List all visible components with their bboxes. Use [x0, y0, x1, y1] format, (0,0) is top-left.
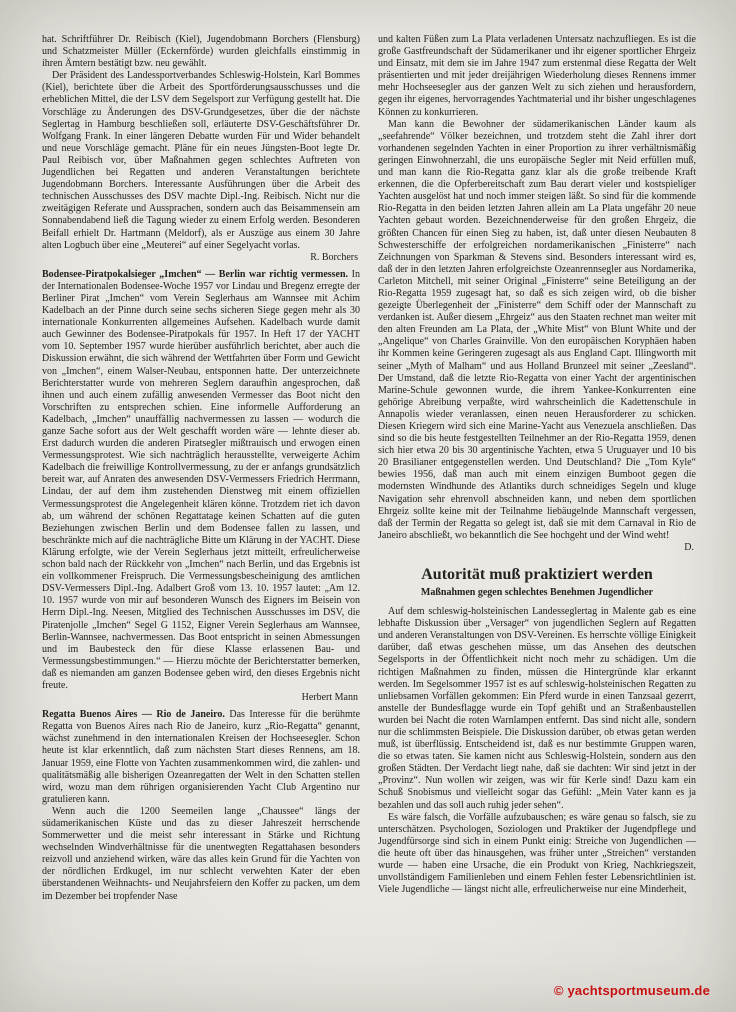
section-heading: Autorität muß praktiziert werden	[421, 566, 653, 584]
author-signature: R. Borchers	[310, 251, 358, 263]
paragraph-chaussee	[42, 806, 360, 903]
paragraph-text: hat. Schriftführer Dr. Reibisch (Kiel), Jugendobmann Borchers (Flensburg) und Schatzmeister Müller (Eckernförde) wurden gleichfalls einstimmig in ihren Ämtern bestätigt bzw. neu gewählt.	[42, 34, 360, 70]
paragraph-text: Es wäre falsch, die Vorfälle aufzubauschen; es wäre genau so falsch, sie zu unterschätzen. Psychologen, Soziologen und Praktiker der Jugendpflege und Jugendfürsorge sind sich in einem Punkt einig: Streiche von Jugendlichen — die heute oft über das hinausgehen, was früher unter „Streichen“ verstanden wurde — haben eine Ursache, die ein Produkt von Krieg, Nachkriegszeit, unvollständigem Familienleben und einem Fehlen fester Lebensrichtlinien ist. Viele Jugendliche — längst nicht alle, erfreulicherweise nur eine Minderheit,	[378, 811, 696, 896]
paragraph-landesseglertag	[378, 606, 696, 812]
article-runin-heading: Regatta Buenos Aires — Rio de Janeiro.	[42, 709, 225, 721]
author-signature: D.	[684, 541, 694, 553]
section-subheading: Maßnahmen gegen schlechtes Benehmen Jugendlicher	[420, 587, 654, 599]
paragraph-rio-teilnehmer	[378, 119, 696, 542]
paragraph-text: und kalten Füßen zum La Plata verladenen Untersatz nachzufliegen. Es ist die große Gastfreundschaft der Südamerikaner und ihr eigener sportlicher Ehrgeiz und Einsatz, mit dem sie im Jahre 1947 zum erstenmal diese Regatta der Welt präsentierten und mit jeder dreijährigen Wiederholung dieses Rennens immer mehr Hochseesegler aus der ganzen Welt zu sich ziehen und herausfordern, gegen ihr eigenes, hervorragendes Yachtmaterial und ihr bisher ungeschlagenes Können zu konkurrieren.	[378, 34, 696, 118]
watermark-copyright: © yachtsportmuseum.de	[553, 983, 710, 998]
paragraph-text: Man kann die Bewohner der südamerikanischen Länder kaum als „seefahrende“ Völker bezeichnen, und trotzdem steht die Zahl ihrer dort vorhandenen segelnden Yachten in einer Proportion zu ihrer verhältnismäßig geringen Einwohnerzahl, die uns europäische Segler mit Neid erfüllen muß, und man kann die Rio-Regatta ganz klar als die große treibende Kraft erkennen, die die Opferbereitschaft zum Bau derart vieler und kostspieliger Yachten ausgelöst hat und noch immer steigen läßt. So sind für die kommende Rio-Regatta in den beiden letzten Jahren allein am La Plata ungefähr 20 neue Yachten gebaut worden. Bezeichnenderweise für den großen Ehrgeiz, die größten Chancen für einen Sieg zu haben, ist, daß unter diesen Neubauten 8 Schwesterschiffe der erfolgreichen nordamerikanischen „Finisterre“ nach Zeichnungen von Sparkman & Stevens sind. Besonders interessant wird es, daß der in den letzten Jahren erfolgreichste Ozeanrennsegler aus Nordamerika, Carleton Mitchell, mit seiner Original „Finisterre“ seine Beteiligung an der Rio-Regatta 1959 zugesagt hat, so daß es sich zeigen wird, ob die bisher gezeigte Überlegenheit der „Finisterre“ dem Schiff oder der Mannschaft zu verdanken ist. Außer diesem „Ehrgeiz“ aus den Staaten rechnet man weiter mit den alten Freunden am La Plata, der „White Mist“ von Blunt White und der „Angelique“ von Charles Grainville. Von den europäischen Koryphäen haben ihr Kommen keine Geringeren zugesagt als aus England Capt. Illingworth mit seiner „Myth of Malham“ und aus Holland Brunzeel mit seiner „Zeesland“. Der Umstand, daß die letzte Rio-Regatta von einer Yacht der argentinischen Marine-Schule gewonnen wurde, die ihrem Yankee-Konkurrenten eine gehörige Abreibung verpaßte, wird wahrscheinlich die Kadettenschule in Annapolis wieder veranlassen, einen neuen Herausforderer zu schicken. Diesen Kriegern wird sich eine Marine-Yacht aus Venezuela anschließen. Das sind so die bis heute festgestellten Teilnehmer an der Rio-Regatta 1959, denen sich hier etwa 20 bis 30 argentinische Yachten, etwa 5 Uruguayer und 10 bis 20 Brasilianer entgegenstellen werden. Und Deutschland? Die „Tom Kyle“ bewies 1956, daß man auch mit einem einzigen Bumboot gegen die modernsten Windhunde des Atlantiks durch schneidiges Segeln und kluge Navigation sehr ehrenvoll abschneiden kann, und neben dem sportlichen Ehrgeiz sollte keine mit der Teilnahme liebäugelnde Mannschaft vergessen, daß der Termin der Regatta so gelegt ist, daß sie mit dem Carnaval in Rio de Janeiro abschließt, wo bekanntlich die See hochgeht und der Wind weht!	[378, 118, 696, 541]
paragraph-continuation	[42, 34, 360, 70]
paragraph-text: Auf dem schleswig-holsteinischen Landesseglertag in Malente gab es eine lebhafte Diskussion über „Versager“ von jugendlichen Seglern auf Regatten und anderen Veranstaltungen von DSV-Vereinen. Es herrschte völlige Einigkeit darüber, daß etwas geschehen müsse, um das Ansehen des deutschen Segelsports in der Öffentlichkeit nicht noch mehr zu schädigen. Um die richtigen Maßnahmen zu finden, müssen die Hintergründe klar erkannt werden. Im Segelsommer 1957 ist es auf schleswig-holsteinischen Regatten zu unliebsamen Vorfällen gekommen: Ein Pferd wurde in einen Tanzsaal gezerrt, anstelle der Bundesflagge wurde ein Topf gehißt und an Straßenbaustellen wurden bei Nacht die roten Warnlampen entfernt. Das sind nicht alle, sondern nur die schlimmsten Beispiele. Die Diskussion darüber, ob etwas getan werden muß, ist überflüssig. Entscheidend ist, daß es nur bestimmte Gruppen waren, die so etwas taten. Sie kamen nicht aus Schleswig-Holstein, sondern aus den großen Städten. Der Verdacht liegt nahe, daß sie dachten: Wir sind jetzt in der „Provinz“. Nun wollen wir zeigen, was wir für Kerle sind! Dazu kam ein Schuß Snobismus und vielleicht sogar das Gefühl: „Mein Vater kann es ja bezahlen und das soll auch ruhig jeder sehen“.	[378, 606, 696, 811]
two-column-layout	[42, 34, 696, 976]
article-bodensee-pirat	[42, 269, 360, 692]
left-column	[42, 34, 360, 976]
right-column	[378, 34, 696, 976]
paragraph-text: Wenn auch die 1200 Seemeilen lange „Chaussee“ längs der südamerikanischen Küste und das zu dieser Jahreszeit herrschende Sommerwetter und die meist sehr interessant in Stärke und Richtung wechselnden Windverhältnisse für die unentwegten Regattahasen besonders reizvoll und anziehend wirken, wäre das alles kein Grund für die Yachten von der nördlichen Erdkugel, im nur schlecht verwehten Kater der eben überstandenen Weihnachts- und Neujahrsfeiern den Koffer zu packen, um dem im Dezember bei tropfender Nase	[42, 805, 360, 902]
author-signature: Herbert Mann	[301, 692, 358, 704]
article-body: Das Interesse für die berühmte Regatta von Buenos Aires nach Rio de Janeiro, kurz „Rio-Regatta“ genannt, wächst zunehmend in den internationalen Kreisen der Hochseesegler. Schon heute ist klar erkenntlich, daß zum nächsten Start dieses Rennens, am 18. Januar 1959, eine Flotte von Yachten zusammenkommen wird, die zahlen- und qualitätsmäßig alle bisherigen Ozeanregatten der Welt in den Schatten stellen wird, wozu man dem rührigen organisierenden Yacht Club Argentino nur gratulieren kann.	[42, 709, 360, 805]
article-rio-regatta	[42, 709, 360, 806]
article-runin-heading: Bodensee-Piratpokalsieger „Imchen“ — Berlin war richtig vermessen.	[42, 268, 349, 280]
paragraph-lsv-report	[42, 70, 360, 251]
paragraph-continuation	[378, 34, 696, 119]
article-body: In der Internationalen Bodensee-Woche 1957 vor Lindau und Bregenz erregte der Berliner Pirat „Imchen“ vom Verein Seglerhaus am Wannsee mit Achim Kadelbach an der Pinne durch seine sechs sicheren Siege gegen mehr als 30 internationale Konkurrenten allgemeines Aufsehen. Kadelbach wurde damit auch Gewinner des Bodensee-Piratpokals für 1957. In Heft 17 der YACHT vom 10. September 1957 wurde hierüber ausführlich berichtet, aber auch die Diskussion erwähnt, die sich während der Wettfahrten über Form und Gewicht von „Imchen“, einem Walser-Neubau, entsponnen hatte. Der unterzeichnete Berichterstatter wurde von mehreren Seglern daraufhin angesprochen, daß ihnen und auch einem zufällig anwesenden Vermesser das Boot nicht den Vorschriften zu entsprechen schien. Eine informelle Aufforderung an Kadelbach, „Imchen“ unauffällig nachvermessen zu lassen — wodurch die ganze Sache sofort aus der Welt geschafft worden wäre — lehnte dieser ab. Erst dadurch wurden die anderen Piratsegler mißtrauisch und erwogen einen Vermessungsprotest. Wie sich nachträglich herausstellte, verweigerte Achim Kadelbach die freiwillige Kontrollvermessung, zu der er anfangs grundsätzlich bereit war, auf Anraten des anwesenden DSV-Vermessers Friedrich Herrmann, Lindau, der auf dem ihm zustehenden Dienstweg mit einem offiziellen Vermessungsprotest die Angelegenheit klären könne. Trotzdem riet ich davon ab, um während der schönen Regattatage keinen Schatten auf die guten Beziehungen zwischen Berlin und dem Bodensee fallen zu lassen, und beschränkte mich auf die nachträgliche Bitte um Klärung in der YACHT. Diese Klärung erfolgte, wie der Verein Seglerhaus jetzt mitteilt, erfreulicherweise schon bald nach der Rückkehr von „Imchen“ nach Berlin, und das Ergebnis ist ein vollkommener Freispruch. Die Vermessungsbescheinigung des amtlichen DSV-Vermessers Dipl.-Ing. Adalbert Groß vom 13. 10. 1957 lautet: „Am 12. 10. 1957 wurde von mir auf besonderen Wunsch des Eigners im Beisein von Herrn Dipl.-Ing. Neesen, Mitglied des Technischen Ausschusses im DSV, die Piratenjolle „Imchen“ Segel G 1152, Eigner Verein Seglerhaus am Wannsee, Berlin-Wannsee, nachvermessen. Das Boot entspricht in seinen Abmessungen und im Baubesteck den für diese Klasse erlassenen Bau- und Vermessungsbestimmungen.“ — Hierzu möchte der Berichterstatter bemerken, daß es niemanden am ganzen Bodensee geben wird, den dieses Ergebnis nicht freute.	[42, 268, 360, 691]
paragraph-text: Der Präsident des Landessportverbandes Schleswig-Holstein, Karl Bommes (Kiel), berichtete über die Arbeit des Sportförderungsausschusses und die erheblichen Mittel, die der LSV dem Segelsport zur Verfügung gestellt hat. Die Vorschläge zu Änderungen des DSV-Grundgesetzes, über die der nächste Seglertag in Hamburg beschließen soll, erläuterte DSV-Geschäftsführer Dr. Wolfgang Frank. In einer längeren Debatte wurden Für und Wider behandelt und neue Vorschläge gemacht. Pläne für ein neues Jüngsten-Boot legte Dr. Paul Reibisch vor, über Maßnahmen gegen schlechtes Auftreten von Jugendlichen bei Regatten und anderen Veranstaltungen berichtete Jugendobmann Borchers. Interessante Ausführungen über die Arbeit des technischen Ausschusses des DSV machte Dipl.-Ing. Reibisch. Nicht nur die zweitägigen Referate und Aussprachen, sondern auch das Beisammensein am Sonnabendabend ließ die Tagung wieder zu einem Erfolg werden. Besonderen Beifall erhielt Dr. Hartmann (Meldorf), als er Auszüge aus einem 30 Jahre alten Logbuch über eine „Meuterei“ auf einer Segelyacht vorlas.	[42, 70, 360, 251]
paragraph-vorfaelle	[378, 812, 696, 897]
